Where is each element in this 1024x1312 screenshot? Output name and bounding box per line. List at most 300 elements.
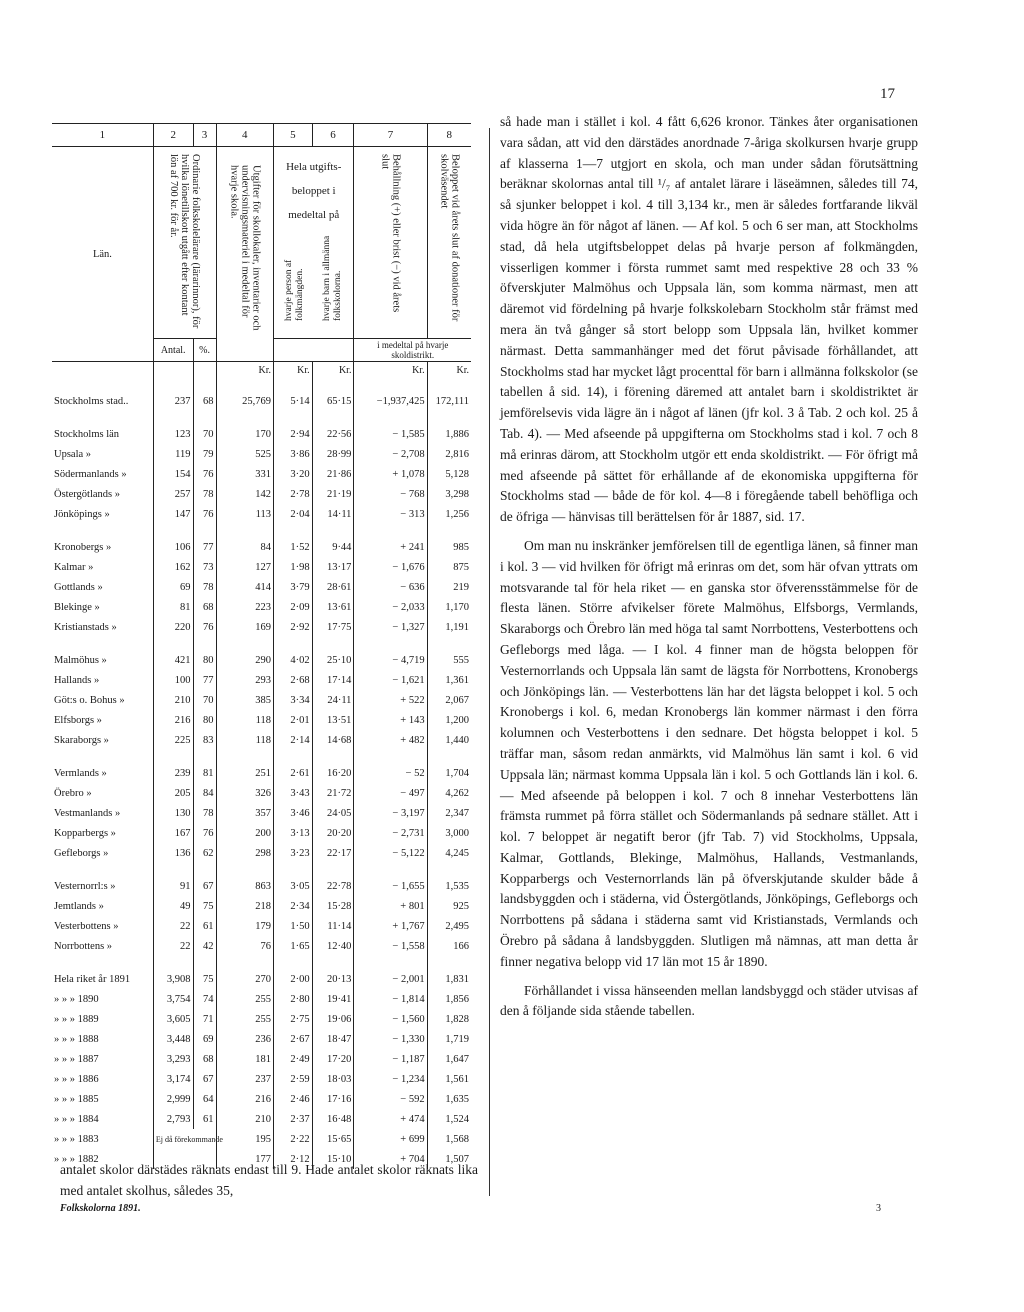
table-row bbox=[52, 1069, 471, 1089]
cell-pct: 76 bbox=[193, 464, 216, 484]
header-col8 bbox=[427, 147, 471, 339]
cell-antal: 91 bbox=[153, 876, 193, 896]
group-spacer bbox=[52, 956, 471, 969]
table-row bbox=[52, 391, 471, 411]
cell-c8: 2,816 bbox=[427, 444, 471, 464]
cell-c7: + 474 bbox=[354, 1109, 427, 1129]
cell-antal: 22 bbox=[153, 916, 193, 936]
table-row bbox=[52, 989, 471, 1009]
cell-c7: − 1,814 bbox=[354, 989, 427, 1009]
header-col2 bbox=[153, 147, 216, 339]
cell-c5: 3·46 bbox=[274, 803, 313, 823]
cell-antal: 3,908 bbox=[153, 969, 193, 989]
header-col5-text: hvarje person af folkmängden. bbox=[283, 259, 305, 321]
header-group56-text: Hela utgifts-beloppet i medeltal på bbox=[286, 161, 342, 221]
cell-antal: 2,999 bbox=[153, 1089, 193, 1109]
cell-c6: 21·86 bbox=[312, 464, 354, 484]
cell-pct: 76 bbox=[193, 504, 216, 524]
cell-c5: 2·49 bbox=[274, 1049, 313, 1069]
cell-c4: 169 bbox=[216, 617, 273, 637]
cell-c6: 13·17 bbox=[312, 557, 354, 577]
cell-c6: 24·05 bbox=[312, 803, 354, 823]
cell-c8: 1,647 bbox=[427, 1049, 471, 1069]
cell-c5: 2·37 bbox=[274, 1109, 313, 1129]
cell-c4: 251 bbox=[216, 763, 273, 783]
header-col6-text: hvarje barn i allmänna folkskolorna. bbox=[321, 235, 343, 321]
cell-antal: Ej då förekommande bbox=[153, 1129, 216, 1149]
column-divider bbox=[489, 128, 490, 1196]
cell-pct: 83 bbox=[193, 730, 216, 750]
cell-c7: + 522 bbox=[354, 690, 427, 710]
cell-c7: + 1,767 bbox=[354, 916, 427, 936]
header-col2-text: Ordinarie folkskolelärare (lärarinnor), för hvilka lönetillskott utgått efter kontant lön af 700 kr. för år. bbox=[168, 153, 202, 328]
unit-label: Kr. bbox=[427, 362, 471, 379]
cell-c6: 12·40 bbox=[312, 936, 354, 956]
cell-c7: − 1,558 bbox=[354, 936, 427, 956]
cell-c7: − 1,676 bbox=[354, 557, 427, 577]
cell-c5: 2·59 bbox=[274, 1069, 313, 1089]
cell-lan: Kopparbergs » bbox=[54, 827, 116, 839]
column-number: 5 bbox=[274, 124, 313, 147]
cell-lan: » » » 1883 bbox=[54, 1133, 99, 1145]
header-col4 bbox=[216, 147, 273, 362]
table-body bbox=[52, 362, 471, 1170]
cell-c6: 20·13 bbox=[312, 969, 354, 989]
cell-c8: 3,000 bbox=[427, 823, 471, 843]
column-number-row bbox=[52, 124, 471, 147]
cell-lan: Södermanlands » bbox=[54, 468, 127, 480]
cell-antal: 3,605 bbox=[153, 1009, 193, 1029]
cell-c8: 4,245 bbox=[427, 843, 471, 863]
cell-pct: 76 bbox=[193, 617, 216, 637]
table-row bbox=[52, 730, 471, 750]
cell-antal: 216 bbox=[153, 710, 193, 730]
cell-c6: 14·68 bbox=[312, 730, 354, 750]
cell-c7: − 768 bbox=[354, 484, 427, 504]
cell-c4: 331 bbox=[216, 464, 273, 484]
cell-c5: 2·09 bbox=[274, 597, 313, 617]
table-row bbox=[52, 1009, 471, 1029]
table-row bbox=[52, 650, 471, 670]
cell-c4: 290 bbox=[216, 650, 273, 670]
cell-pct: 81 bbox=[193, 763, 216, 783]
cell-lan: Stockholms län bbox=[54, 428, 120, 440]
table-row bbox=[52, 823, 471, 843]
cell-c7: + 801 bbox=[354, 896, 427, 916]
cell-c4: 255 bbox=[216, 1009, 273, 1029]
cell-antal: 3,754 bbox=[153, 989, 193, 1009]
subheader-78: i medeltal på hvarje skoldistrikt. bbox=[354, 339, 471, 362]
cell-c6: 24·11 bbox=[312, 690, 354, 710]
cell-c6: 17·20 bbox=[312, 1049, 354, 1069]
cell-c4: 142 bbox=[216, 484, 273, 504]
table-row bbox=[52, 484, 471, 504]
cell-antal: 22 bbox=[153, 936, 193, 956]
header-group56 bbox=[274, 147, 354, 339]
cell-c7: − 1,621 bbox=[354, 670, 427, 690]
cell-c8: 1,719 bbox=[427, 1029, 471, 1049]
statistics-table-wrap bbox=[52, 123, 471, 1165]
cell-lan: » » » 1886 bbox=[54, 1073, 99, 1085]
cell-c4: 255 bbox=[216, 989, 273, 1009]
cell-c5: 2·61 bbox=[274, 763, 313, 783]
cell-c8: 1,886 bbox=[427, 424, 471, 444]
cell-c7: − 2,708 bbox=[354, 444, 427, 464]
cell-antal: 123 bbox=[153, 424, 193, 444]
cell-antal: 205 bbox=[153, 783, 193, 803]
cell-c5: 3·20 bbox=[274, 464, 313, 484]
cell-antal: 49 bbox=[153, 896, 193, 916]
cell-pct: 69 bbox=[193, 1029, 216, 1049]
cell-antal: 136 bbox=[153, 843, 193, 863]
table-row bbox=[52, 537, 471, 557]
cell-pct: 67 bbox=[193, 876, 216, 896]
cell-lan: Vermlands » bbox=[54, 767, 107, 779]
cell-c5: 2·75 bbox=[274, 1009, 313, 1029]
cell-lan: Hela riket år 1891 bbox=[54, 973, 131, 985]
cell-c5: 2·94 bbox=[274, 424, 313, 444]
cell-c4: 25,769 bbox=[216, 391, 273, 411]
table-row bbox=[52, 597, 471, 617]
header-col7 bbox=[354, 147, 427, 339]
unit-label: Kr. bbox=[312, 362, 354, 379]
cell-antal: 147 bbox=[153, 504, 193, 524]
cell-c7: − 1,330 bbox=[354, 1029, 427, 1049]
cell-c6: 14·11 bbox=[312, 504, 354, 524]
cell-c4: 118 bbox=[216, 730, 273, 750]
cell-c5: 2·04 bbox=[274, 504, 313, 524]
cell-lan: » » » 1889 bbox=[54, 1013, 99, 1025]
cell-pct: 76 bbox=[193, 823, 216, 843]
cell-lan: Skaraborgs » bbox=[54, 734, 109, 746]
cell-c4: 113 bbox=[216, 504, 273, 524]
cell-lan: Kronobergs » bbox=[54, 541, 112, 553]
cell-c4: 179 bbox=[216, 916, 273, 936]
cell-c5: 3·05 bbox=[274, 876, 313, 896]
cell-antal: 119 bbox=[153, 444, 193, 464]
header-lan-text: Län. bbox=[92, 248, 112, 260]
cell-c8: 1,200 bbox=[427, 710, 471, 730]
header-col8-text: Beloppet vid årets slut af donationer för skolväsendet bbox=[438, 153, 461, 321]
table-row bbox=[52, 843, 471, 863]
cell-c6: 16·20 bbox=[312, 763, 354, 783]
cell-c5: 2·00 bbox=[274, 969, 313, 989]
cell-c4: 210 bbox=[216, 1109, 273, 1129]
cell-c7: + 143 bbox=[354, 710, 427, 730]
cell-pct: 71 bbox=[193, 1009, 216, 1029]
cell-pct: 84 bbox=[193, 783, 216, 803]
table-row bbox=[52, 617, 471, 637]
cell-lan: » » » 1882 bbox=[54, 1153, 99, 1165]
table-row bbox=[52, 670, 471, 690]
cell-pct: 64 bbox=[193, 1089, 216, 1109]
cell-pct: 42 bbox=[193, 936, 216, 956]
cell-lan: Norrbottens » bbox=[54, 940, 113, 952]
group-spacer bbox=[52, 378, 471, 391]
group-spacer bbox=[52, 637, 471, 650]
body-text-column bbox=[500, 112, 918, 1022]
cell-antal: 3,448 bbox=[153, 1029, 193, 1049]
cell-c5: 2·14 bbox=[274, 730, 313, 750]
cell-c5: 2·46 bbox=[274, 1089, 313, 1109]
cell-antal: 69 bbox=[153, 577, 193, 597]
cell-c8: 2,067 bbox=[427, 690, 471, 710]
cell-pct: 61 bbox=[193, 916, 216, 936]
cell-c7: + 704 bbox=[354, 1149, 427, 1169]
cell-c5: 1·65 bbox=[274, 936, 313, 956]
cell-c4: 293 bbox=[216, 670, 273, 690]
unit-row bbox=[52, 362, 471, 379]
cell-c5: 2·68 bbox=[274, 670, 313, 690]
group-spacer bbox=[52, 411, 471, 424]
column-number: 2 bbox=[153, 124, 193, 147]
cell-c8: 1,568 bbox=[427, 1129, 471, 1149]
cell-c5: 1·50 bbox=[274, 916, 313, 936]
cell-c4: 200 bbox=[216, 823, 273, 843]
cell-c6: 15·65 bbox=[312, 1129, 354, 1149]
footer-publication: Folkskolorna 1891. bbox=[60, 1203, 141, 1214]
cell-c6: 22·56 bbox=[312, 424, 354, 444]
table-row bbox=[52, 936, 471, 956]
table-row bbox=[52, 690, 471, 710]
cell-c6: 15·10 bbox=[312, 1149, 354, 1169]
cell-pct: 77 bbox=[193, 670, 216, 690]
table-row bbox=[52, 876, 471, 896]
table-row bbox=[52, 1109, 471, 1129]
cell-lan: » » » 1885 bbox=[54, 1093, 99, 1105]
cell-antal: 257 bbox=[153, 484, 193, 504]
cell-c8: 1,704 bbox=[427, 763, 471, 783]
cell-c5: 5·14 bbox=[274, 391, 313, 411]
table-row bbox=[52, 783, 471, 803]
cell-c6: 21·72 bbox=[312, 783, 354, 803]
group-spacer bbox=[52, 750, 471, 763]
cell-c7: − 1,234 bbox=[354, 1069, 427, 1089]
cell-c8: 1,828 bbox=[427, 1009, 471, 1029]
cell-lan: Blekinge » bbox=[54, 601, 100, 613]
cell-c8: 875 bbox=[427, 557, 471, 577]
cell-c4: 170 bbox=[216, 424, 273, 444]
cell-c5: 3·43 bbox=[274, 783, 313, 803]
table-row bbox=[52, 916, 471, 936]
table-row bbox=[52, 1049, 471, 1069]
cell-pct: 68 bbox=[193, 1049, 216, 1069]
cell-c6: 9·44 bbox=[312, 537, 354, 557]
cell-c5: 2·67 bbox=[274, 1029, 313, 1049]
cell-antal: 210 bbox=[153, 690, 193, 710]
statistics-table bbox=[52, 123, 471, 1169]
cell-c8: 166 bbox=[427, 936, 471, 956]
cell-pct: 78 bbox=[193, 803, 216, 823]
table-row bbox=[52, 504, 471, 524]
cell-c4: 357 bbox=[216, 803, 273, 823]
cell-pct: 78 bbox=[193, 484, 216, 504]
table-caption-text: antalet skolor därstädes räknats endast till 9. Hade antalet skolor räknats lika med antalet skolhus, således 35, bbox=[60, 1162, 478, 1198]
cell-pct: 80 bbox=[193, 650, 216, 670]
subheader-pct: %. bbox=[193, 339, 216, 362]
body-paragraph: Om man nu inskränker jemförelsen till de egentliga länen, så finner man i kol. 3 — vid hvilken för öfrigt må erinras om det, som här ofvan yttrats om motsvarande tal för hela riket — en ganska stor öfverensstämmelse för de flesta länen. Större afvikelser förete Malmöhus, Elfsborgs, Vermlands, Skaraborgs och Örebro län med höga tal samt Norrbottens, Vesterbottens och Gefleborgs med låga. — I kol. 4 finner man de högsta beloppen för Vesternorrlands och Uppsala län samt de lägsta för Norrbottens, Kronobergs och Jönköpings län. — Vesterbottens län har det lägsta beloppet i kol. 5 och Kronobergs i kol. 6, medan Kronobergs län kommer närmast i den förra kolumnen och Vesterbottens i den sednare. Det högsta beloppet i kol. 5 träffar man, såsom redan anmärkts, vid Malmöhus län samt i kol. 6 vid Uppsala län; närmast komma Uppsala län i kol. 5 och Gottlands län i kol. 6. — Med afseende på beloppen i kol. 7 och 8 innehar Vesterbottens län främsta rummet på förra stället och Södermanlands på sednare stället. Att i kol. 7 beloppet är negatift beror (jfr Tab. 7) vid Stockholms, Uppsala, Kalmar, Gottlands, Blekinge, Malmöhus, Hallands, Vestmanlands, Kopparbergs och Vesternorrlands län på öfverskjutande skulder både å landsbyggden och i städerna, vid Östergötlands, Jönköpings, Gefleborgs och Norrbottens på sådana i städerna samt vid Kristianstads, Vermlands och Örebro på sådana å landsbyggden. Slutligen må nämnas, att man detta år finner negativa belopp vid 17 län mot 15 år 1890. bbox=[500, 537, 918, 969]
cell-antal: 239 bbox=[153, 763, 193, 783]
cell-c8: 555 bbox=[427, 650, 471, 670]
cell-pct: 62 bbox=[193, 843, 216, 863]
cell-antal: 2,793 bbox=[153, 1109, 193, 1129]
cell-c7: + 1,078 bbox=[354, 464, 427, 484]
cell-c7: − 52 bbox=[354, 763, 427, 783]
cell-c7: − 636 bbox=[354, 577, 427, 597]
unit-label: Kr. bbox=[354, 362, 427, 379]
cell-antal: 3,293 bbox=[153, 1049, 193, 1069]
group-spacer bbox=[52, 524, 471, 537]
cell-c8: 4,262 bbox=[427, 783, 471, 803]
cell-c4: 177 bbox=[216, 1149, 273, 1169]
cell-c6: 11·14 bbox=[312, 916, 354, 936]
cell-lan: Jemtlands » bbox=[54, 900, 104, 912]
cell-c5: 3·79 bbox=[274, 577, 313, 597]
cell-c8: 1,361 bbox=[427, 670, 471, 690]
cell-antal: 154 bbox=[153, 464, 193, 484]
cell-c5: 2·34 bbox=[274, 896, 313, 916]
cell-c8: 1,856 bbox=[427, 989, 471, 1009]
cell-lan: Vesternorrl:s » bbox=[54, 880, 116, 892]
table-row bbox=[52, 1089, 471, 1109]
cell-c6: 18·47 bbox=[312, 1029, 354, 1049]
cell-c6: 19·41 bbox=[312, 989, 354, 1009]
cell-antal: 3,174 bbox=[153, 1069, 193, 1089]
cell-antal: 106 bbox=[153, 537, 193, 557]
cell-lan: Stockholms stad.. bbox=[54, 395, 129, 407]
cell-c8: 1,524 bbox=[427, 1109, 471, 1129]
header-lan bbox=[52, 147, 153, 362]
cell-c7: − 3,197 bbox=[354, 803, 427, 823]
cell-c6: 21·19 bbox=[312, 484, 354, 504]
cell-c6: 18·03 bbox=[312, 1069, 354, 1089]
cell-lan: Hallands » bbox=[54, 674, 100, 686]
cell-c7: + 482 bbox=[354, 730, 427, 750]
cell-antal: 237 bbox=[153, 391, 193, 411]
cell-c7: − 4,719 bbox=[354, 650, 427, 670]
cell-pct: 70 bbox=[193, 424, 216, 444]
header-col7-text: Behållning (+) eller brist (−) vid årets slut bbox=[379, 153, 402, 312]
cell-pct: 68 bbox=[193, 391, 216, 411]
cell-c7: − 497 bbox=[354, 783, 427, 803]
cell-pct: 75 bbox=[193, 969, 216, 989]
cell-antal: 100 bbox=[153, 670, 193, 690]
cell-lan: » » » 1890 bbox=[54, 993, 99, 1005]
cell-c8: 2,495 bbox=[427, 916, 471, 936]
cell-c7: − 592 bbox=[354, 1089, 427, 1109]
cell-pct: 79 bbox=[193, 444, 216, 464]
cell-c4: 181 bbox=[216, 1049, 273, 1069]
cell-c7: − 1,187 bbox=[354, 1049, 427, 1069]
cell-antal: 81 bbox=[153, 597, 193, 617]
sheet-signature: 3 bbox=[876, 1203, 881, 1214]
cell-pct: 77 bbox=[193, 537, 216, 557]
column-number: 4 bbox=[216, 124, 273, 147]
cell-c7: − 2,001 bbox=[354, 969, 427, 989]
cell-c6: 16·48 bbox=[312, 1109, 354, 1129]
cell-c8: 3,298 bbox=[427, 484, 471, 504]
cell-c5: 2·01 bbox=[274, 710, 313, 730]
cell-pct: 74 bbox=[193, 989, 216, 1009]
cell-c5: 2·12 bbox=[274, 1149, 313, 1169]
cell-pct: 75 bbox=[193, 896, 216, 916]
cell-c6: 17·75 bbox=[312, 617, 354, 637]
cell-c8: 5,128 bbox=[427, 464, 471, 484]
table-row bbox=[52, 1129, 471, 1149]
column-number: 3 bbox=[193, 124, 216, 147]
header-col4-text: Utgifter för skollokaler, inventarier och undervisningsmateriel i medeltal för hvarje skola. bbox=[228, 165, 262, 331]
cell-c7: + 241 bbox=[354, 537, 427, 557]
body-paragraph: Förhållandet i vissa hänseenden mellan landsbyggd och städer utvisas af den å följande sida stående tabellen. bbox=[500, 982, 918, 1019]
page-number: 17 bbox=[880, 86, 895, 102]
cell-pct: 78 bbox=[193, 577, 216, 597]
cell-c8: 219 bbox=[427, 577, 471, 597]
cell-c8: 1,535 bbox=[427, 876, 471, 896]
cell-c6: 17·16 bbox=[312, 1089, 354, 1109]
cell-c4: 84 bbox=[216, 537, 273, 557]
table-row bbox=[52, 896, 471, 916]
cell-c6: 13·61 bbox=[312, 597, 354, 617]
cell-c5: 2·92 bbox=[274, 617, 313, 637]
cell-c8: 172,111 bbox=[427, 391, 471, 411]
cell-c4: 236 bbox=[216, 1029, 273, 1049]
cell-c4: 298 bbox=[216, 843, 273, 863]
cell-c4: 863 bbox=[216, 876, 273, 896]
cell-c7: − 1,655 bbox=[354, 876, 427, 896]
cell-c7: − 2,731 bbox=[354, 823, 427, 843]
cell-c8: 1,635 bbox=[427, 1089, 471, 1109]
unit-label: Kr. bbox=[274, 362, 313, 379]
cell-lan: Malmöhus » bbox=[54, 654, 107, 666]
cell-c7: + 699 bbox=[354, 1129, 427, 1149]
cell-c4: 270 bbox=[216, 969, 273, 989]
cell-c5: 3·86 bbox=[274, 444, 313, 464]
cell-c7: − 313 bbox=[354, 504, 427, 524]
cell-c8: 1,561 bbox=[427, 1069, 471, 1089]
table-row bbox=[52, 803, 471, 823]
cell-c8: 1,440 bbox=[427, 730, 471, 750]
cell-lan: » » » 1884 bbox=[54, 1113, 99, 1125]
cell-antal: 225 bbox=[153, 730, 193, 750]
cell-c6: 22·78 bbox=[312, 876, 354, 896]
cell-lan: Vestmanlands » bbox=[54, 807, 121, 819]
column-number: 6 bbox=[312, 124, 354, 147]
cell-lan: Elfsborgs » bbox=[54, 714, 102, 726]
cell-c7: − 1,560 bbox=[354, 1009, 427, 1029]
cell-lan: Kalmar » bbox=[54, 561, 94, 573]
table-row bbox=[52, 424, 471, 444]
cell-c4: 525 bbox=[216, 444, 273, 464]
column-number: 7 bbox=[354, 124, 427, 147]
cell-c6: 20·20 bbox=[312, 823, 354, 843]
cell-c6: 25·10 bbox=[312, 650, 354, 670]
table-row bbox=[52, 464, 471, 484]
cell-antal: 167 bbox=[153, 823, 193, 843]
cell-lan: Gefleborgs » bbox=[54, 847, 109, 859]
cell-c7: −1,937,425 bbox=[354, 391, 427, 411]
cell-c4: 195 bbox=[216, 1129, 273, 1149]
cell-c8: 925 bbox=[427, 896, 471, 916]
cell-pct: 80 bbox=[193, 710, 216, 730]
cell-c4: 237 bbox=[216, 1069, 273, 1089]
cell-c6: 65·15 bbox=[312, 391, 354, 411]
cell-lan: Östergötlands » bbox=[54, 488, 121, 500]
cell-c6: 22·17 bbox=[312, 843, 354, 863]
cell-c4: 127 bbox=[216, 557, 273, 577]
cell-c7: − 5,122 bbox=[354, 843, 427, 863]
cell-c5: 3·13 bbox=[274, 823, 313, 843]
cell-antal: 220 bbox=[153, 617, 193, 637]
